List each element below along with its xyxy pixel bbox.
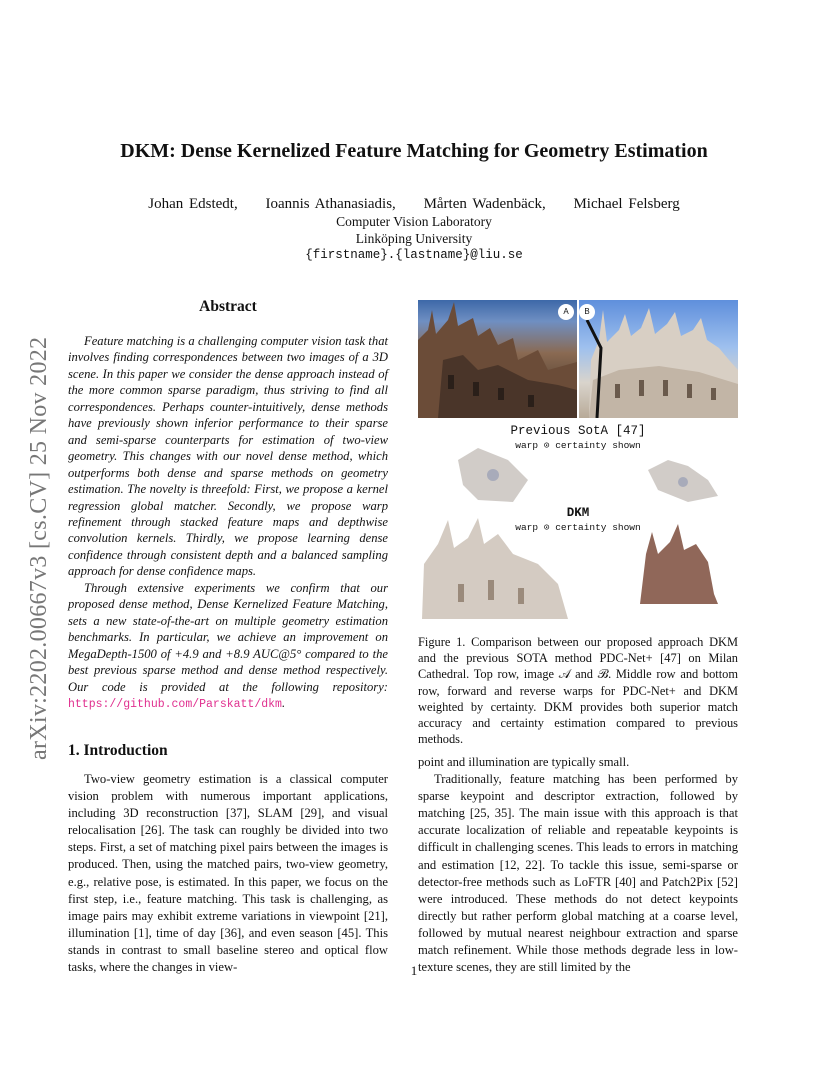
intro-paragraph: Two-view geometry estimation is a classical computer vision problem with numerous important applications, including 3D reconstruction [37], SLAM [29], and visual relocalisation [26]. The task can roughly be divided into two steps. First, a set of matching pixel pairs between the images is produced. Then, using the matched pairs, two-view geometry, e.g., relative pose, is estimated. In this paper, we focus on the first step, i.e., feature matching. This task is challenging, as image pairs may exhibit extreme variations in viewpoint [21], illumination [1], time of day [36], and even season [45]. This stands in contrast to small baseline stereo and optical flow tasks, where the changes in view- xyxy=(68,772,388,975)
prev-sota-label: Previous SotA [47] xyxy=(510,424,646,438)
author-name: Michael Felsberg xyxy=(573,196,680,212)
intro-left-column xyxy=(68,771,388,976)
badge-a: A xyxy=(558,304,574,320)
dkm-label: DKM xyxy=(566,506,590,520)
author-name: Mårten Wadenbäck, xyxy=(423,196,546,212)
abstract-heading: Abstract xyxy=(199,298,257,315)
prev-sota-sublabel: warp ⊙ certainty shown xyxy=(515,440,641,451)
prev-sota-warp-images xyxy=(418,430,738,510)
cathedral-image-b xyxy=(579,300,738,418)
author-name: Ioannis Athanasiadis, xyxy=(265,196,396,212)
abstract-body xyxy=(68,333,388,713)
arxiv-identifier: arXiv:2202.00667v3 [cs.CV] 25 Nov 2022 xyxy=(26,336,52,760)
intro-paragraph: Traditionally, feature matching has been performed by sparse keypoint and descriptor extraction, followed by matching [25, 35]. The main issue with this approach is that accurate localization of reliable and repeatable keypoints is difficult in challenging scenes. This leads to errors in matching and estimation [12, 22]. To tackle this issue, semi-sparse or detector-free methods such as LoFTR [40] and Patch2Pix [52] were introduced. These methods do not detect keypoints directly but rather perform global matching at a coarse level, followed by mutual nearest neighbour extraction and sparse match refinement. While those methods degrade less in low-texture scenes, they are still limited by the xyxy=(418,772,738,975)
abstract-period: . xyxy=(281,695,286,710)
abstract-paragraph-text: Through extensive experiments we confirm that our proposed dense method, Dense Kernelized Feature Matching, sets a new state-of-the-art on multiple geometry estimation benchmarks. In particular, we achieve an improvement on MegaDepth-1500 of +4.9 and +8.9 AUC@5° compared to the best previous sparse method and dense method respectively. Our code is provided at the following repository: xyxy=(68,580,388,694)
cathedral-image-a xyxy=(418,300,577,418)
affiliation-lab: Computer Vision Laboratory xyxy=(336,214,492,229)
author-name: Johan Edstedt, xyxy=(148,196,238,212)
author-list xyxy=(0,196,828,213)
badge-b: B xyxy=(579,304,595,320)
dkm-sublabel: warp ⊙ certainty shown xyxy=(515,522,641,533)
repository-link[interactable]: https://github.com/Parskatt/dkm xyxy=(68,697,282,711)
affiliation-university: Linköping University xyxy=(355,231,473,246)
dkm-warp-images xyxy=(418,514,738,624)
author-email: {firstname}.{lastname}@liu.se xyxy=(305,248,523,262)
introduction-heading: 1. Introduction xyxy=(68,742,168,759)
intro-right-column xyxy=(418,754,738,976)
intro-paragraph-continued: point and illumination are typically small. xyxy=(418,755,630,769)
paper-title: DKM: Dense Kernelized Feature Matching for Geometry Estimation xyxy=(120,140,708,162)
page-number: 1 xyxy=(410,963,418,978)
figure-caption: Figure 1. Comparison between our proposed approach DKM and the previous SOTA method PDC-Net+ [47] on Milan Cathedral. Top row, image 𝒜 and ℬ. Middle row and bottom row, forward and reverse warps for PDC-Net+ and DKM weighted by certainty. DKM provides both superior match accuracy and certainty estimation compared to previous methods. xyxy=(418,635,738,747)
abstract-paragraph xyxy=(68,580,388,714)
abstract-paragraph: Feature matching is a challenging computer vision task that involves finding correspondences between two images of a 3D scene. In this paper we consider the dense approach instead of the more common sparse paradigm, thus striving to find all correspondences. Perhaps counter-intuitively, dense methods have previously shown inferior performance to their sparse and semi-sparse counterparts for estimation of two-view geometry. This changes with our novel dense method, which outperforms both dense and sparse methods on geometry estimation. The novelty is threefold: First, we propose a kernel regression global matcher. Secondly, we propose warp refinement through stacked feature maps and depthwise convolution kernels. Thirdly, we propose learning dense confidence through consistent depth and a balanced sampling approach for dense confidence maps. xyxy=(68,334,388,579)
figure-1 xyxy=(418,300,738,622)
